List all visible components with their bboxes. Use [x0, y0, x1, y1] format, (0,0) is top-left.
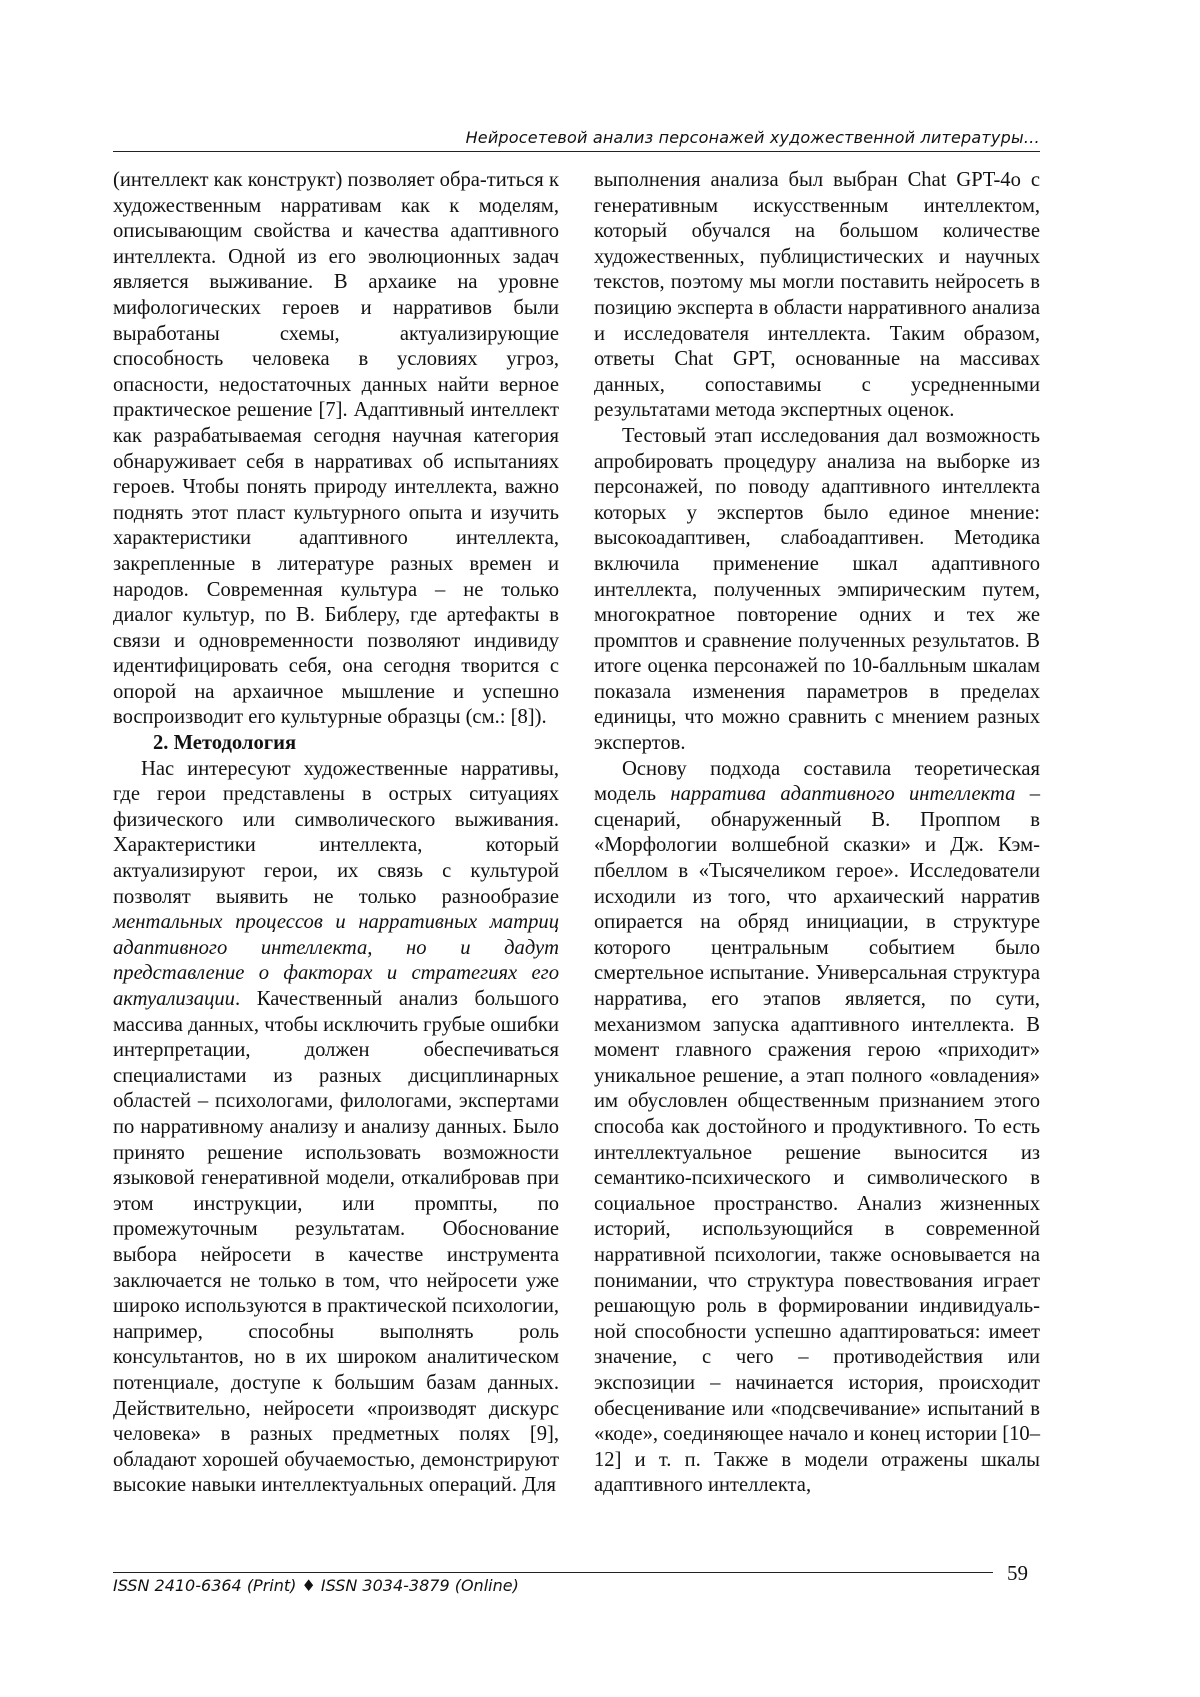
right-column	[594, 168, 1040, 1499]
right-paragraph-2: Тестовый этап исследования дал возможность апробировать процедуру анализа на выборке из персонажей, по поводу адаптивного интеллекта которых у экспертов было единое мнение: высокоадаптивен, слабоадаптивен. Методика включила применение шкал адаптивного интеллекта, полученных эмпирическим путем, многократное повторение одних и тех же промптов и сравнение полученных результатов. В итоге оценка персонажей по 10-балльным шкалам показала изменения параметров в пределах единицы, что можно сравнить с мнением разных экспертов.	[594, 424, 1040, 755]
right-paragraph-1: выполнения анализа был выбран Chat GPT-4o с генеративным искусственным интеллектом, который обучался на большом количестве художественных, публицистических и научных текстов, поэтому мы могли поставить нейросеть в позицию эксперта в области нарративного анализа и исследователя интеллекта. Таким образом, ответы Chat GPT, основанные на массивах данных, сопоставимы с усредненными результатами метода экспертных оценок.	[594, 169, 1040, 422]
footer-issn: ISSN 2410-6364 (Print) ♦ ISSN 3034-3879 (Online)	[113, 1576, 519, 1595]
left-column	[113, 168, 559, 1499]
right-paragraph-3-emphasis: нарратива адаптивного интеллекта	[670, 783, 1016, 806]
left-paragraph-2-end: . Качественный анализ большого массива данных, чтобы исключить грубые ошибки интерпретации, должен обеспечиваться специалистами из разных дисциплинарных областей – психологами, филологами, экспертами по нарративному анализу и анализу данных. Было принято решение использовать возможности языковой генеративной модели, откалибровав при этом инструкции, или промпты, по промежуточным результатам. Обоснование выбора нейросети в качестве инструмента заключается не только в том, что нейросети уже широко используются в практической психологии, например, способны выполнять роль консультантов, но в их широком аналитическом потенциале, доступе к большим базам данных. Действительно, нейросети «производят дискурс человека» в разных предметных полях [9], обладают хорошей обучаемостью, демонстрируют высокие навыки интеллектуальных операций. Для	[113, 988, 559, 1497]
footer-rule	[113, 1572, 993, 1573]
right-paragraph-3-end: – сценарий, обнаруженный В. Проппом в «Морфологии волшебной сказки» и Дж. Кэмпбеллом в «Тысячеликом герое». Исследователи исходили из того, что архаический нарратив опирается на обряд инициации, в структуре которого центральным событием было смертельное испытание. Универсальная структура нарратива, его этапов является, по сути, механизмом запуска адаптивного интеллекта. В момент главного сражения герою «приходит» уникальное решение, а этап полного «овладения» им обусловлен общественным признанием этого способа как достойного и продуктивного. То есть интеллектуальное решение выносится из семантико-психического и символического в социальное пространство. Анализ жизненных историй, использующийся в современной нарративной психологии, также основывается на понимании, что структура повествования играет решающую роль в формировании индивидуальной способности успешно адаптироваться: имеет значение, с чего – противодействия или экспозиции – начинается история, происходит обесценивание или «подсвечивание» испытаний в «коде», соединяющее начало и конец истории [10–12] и т. п. Также в модели отражены шкалы адаптивного интеллекта,	[594, 783, 1041, 1497]
running-header: Нейросетевой анализ персонажей художественной литературы…	[113, 128, 1040, 152]
left-paragraph-2	[113, 757, 559, 1499]
left-paragraph-1: (интеллект как конструкт) позволяет обра-титься к художественным нарративам как к моделям, описывающим свойства и качества адаптивного интеллекта. Одной из его эволюционных задач является выживание. В архаике на уровне мифологических героев и нарративов были выработаны схемы, актуализирующие способность человека в условиях угроз, опасности, недостаточных данных найти верное практическое решение [7]. Адаптивный интеллект как разрабатываемая сегодня научная категория обнаруживает себя в нарративах об испытаниях героев. Чтобы понять природу интеллекта, важно поднять этот пласт культурного опыта и изучить характеристики адаптивного интеллекта, закрепленные в литературе разных времен и народов. Современная культура – не только диалог культур, по В. Библеру, где артефакты в связи и одновременности позволяют индивиду идентифицировать себя, она сегодня творится с опорой на архаичное мышление и успешно воспроизводит его культурные образцы (см.: [8]).	[113, 169, 559, 729]
left-paragraph-2-start: Нас интересуют художественные нарративы, где герои представлены в острых ситуациях физического или символического выживания. Характеристики интеллекта, который актуализируют герои, их связь с культурой позволят выявить не только разнообразие	[113, 757, 559, 908]
section-heading: 2. Методология	[153, 732, 297, 755]
left-paragraph-2-emphasis: ментальных процессов и нарративных матриц адаптивного интеллекта, но и дадут представление о факторах и стратегиях его актуализации	[113, 911, 559, 1010]
page-number: 59	[1007, 1561, 1028, 1585]
right-paragraph-3	[594, 757, 1040, 1499]
right-paragraph-3-start: Основу подхода составила теоретическая модель	[594, 757, 1040, 806]
